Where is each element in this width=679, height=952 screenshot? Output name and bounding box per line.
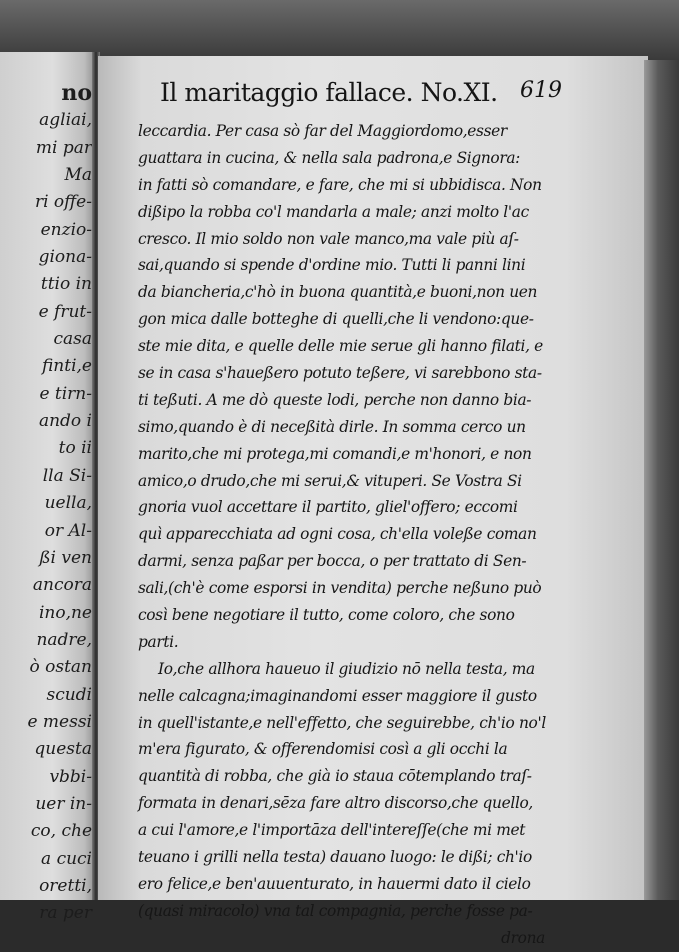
left-page-line: or Al- <box>44 520 92 541</box>
left-page-line: uella, <box>44 493 92 514</box>
text-line: sai,quando si spende d'ordine mio. Tutti li panni lini <box>138 256 526 275</box>
left-page-line: finti,e <box>41 356 92 377</box>
text-line: simo,quando è di neceßità dirle. In somma cerco un <box>138 417 526 436</box>
text-line: quantità di robba, che già io staua cōtemplando traſ- <box>138 767 532 786</box>
left-page-line: ò ostan <box>29 657 92 678</box>
left-page-line: vbbi- <box>49 766 92 787</box>
left-page-line: e tirn- <box>39 383 92 404</box>
text-line: darmi, senza paßar per bocca, o per trattato di Sen- <box>138 552 527 571</box>
body-text <box>138 118 563 952</box>
left-page-line: casa <box>53 329 92 350</box>
left-page-line: mi par <box>35 137 92 158</box>
left-page-line: scudi <box>46 684 92 705</box>
text-line: marito,che mi protega,mi comandi,e m'honori, e non <box>138 444 532 463</box>
text-line: gon mica dalle botteghe di quelli,che li vendono:que- <box>138 310 534 329</box>
text-line: m'era figurato, & offerendomisi così a gli occhi la <box>138 740 508 759</box>
left-page-line: ttio in <box>40 274 92 295</box>
left-page-line: lla Si- <box>42 465 92 486</box>
text-line: Io,che allhora haueuo il giudizio nō nella testa, ma <box>158 659 535 678</box>
left-page-line: ra per <box>39 903 92 924</box>
backdrop <box>0 0 679 60</box>
text-line: se in casa s'haueßero potuto teßere, vi sarebbono sta- <box>138 364 542 383</box>
text-line: cresco. Il mio soldo non vale manco,ma vale più aſ- <box>138 229 519 248</box>
left-page-line: e messi <box>27 711 92 732</box>
left-page-line: Ma <box>64 165 92 186</box>
left-page-line: oretti, <box>39 875 92 896</box>
left-page-line: questa <box>34 739 92 760</box>
text-line: drona <box>501 928 545 947</box>
text-line: amico,o drudo,che mi serui,& vituperi. Se Vostra Si <box>138 471 522 490</box>
left-page-line: to ii <box>58 438 92 459</box>
text-line: quì apparecchiata ad ogni cosa, ch'ella voleße coman <box>138 525 537 544</box>
page-number: 619 <box>520 78 562 103</box>
text-line: da biancheria,c'hò in buona quantità,e buoni,non uen <box>138 283 538 302</box>
text-line: ti teßuti. A me dò queste lodi, perche non danno bia- <box>138 390 532 409</box>
left-page-text <box>0 80 92 928</box>
text-line: (quasi miracolo) vna tal compagnia, perche fosse pa- <box>138 901 533 920</box>
left-page-line: ino,ne <box>38 602 92 623</box>
left-page-line: ancora <box>32 575 92 596</box>
text-line: teuano i grilli nella testa) dauano luogo: le dißi; ch'io <box>138 848 532 867</box>
left-page-line: agliai, <box>39 110 92 131</box>
text-line: in fatti sò comandare, e fare, che mi si ubbidisca. Non <box>138 175 542 194</box>
left-page-line: a cuci <box>41 848 92 869</box>
text-line: gnoria vuol accettare il partito, gliel'offero; eccomi <box>138 498 518 517</box>
page-header <box>160 78 560 112</box>
left-page-line: enzio- <box>40 219 92 240</box>
text-line: leccardia. Per casa sò far del Maggiordomo,esser <box>138 122 507 140</box>
text-line: nelle calcagna;imaginandomi esser maggiore il gusto <box>138 686 537 705</box>
text-line: ero felice,e ben'auuenturato, in hauermi dato il cielo <box>138 874 531 893</box>
left-page-line: ri offe- <box>34 192 92 213</box>
running-title: Il maritaggio fallace. No.XI. <box>160 78 498 107</box>
left-page-line: ßi ven <box>39 547 92 568</box>
text-line: così bene negotiare il tutto, come coloro, che sono <box>138 606 515 625</box>
left-page-line: no <box>61 80 92 106</box>
text-line: ste mie dita, e quelle delle mie serue gli hanno filati, e <box>138 337 543 356</box>
left-page-line: giona- <box>38 247 92 268</box>
text-line: parti. <box>138 632 179 651</box>
text-line: dißipo la robba co'l mandarla a male; anzi molto l'ac <box>138 202 529 221</box>
text-line: formata in denari,sēza fare altro discorso,che quello, <box>138 794 533 813</box>
left-page-line: e frut- <box>38 301 92 322</box>
text-line: in quell'istante,e nell'effetto, che seguirebbe, ch'io no'l <box>138 713 546 732</box>
left-page-line: nadre, <box>36 629 92 650</box>
page-stack-edge <box>644 60 679 900</box>
left-page-line: uer in- <box>35 793 92 814</box>
left-page-line: ando i <box>38 411 92 432</box>
text-line: sali,(ch'è come esporsi in vendita) perche neßuno può <box>138 579 542 598</box>
text-line: a cui l'amore,e l'importāza dell'intereſſe(che mi met <box>138 821 526 840</box>
text-line: guattara in cucina, & nella sala padrona,e Signora: <box>138 148 521 167</box>
left-page-edge <box>0 52 96 924</box>
left-page-line: co, che <box>30 821 92 842</box>
